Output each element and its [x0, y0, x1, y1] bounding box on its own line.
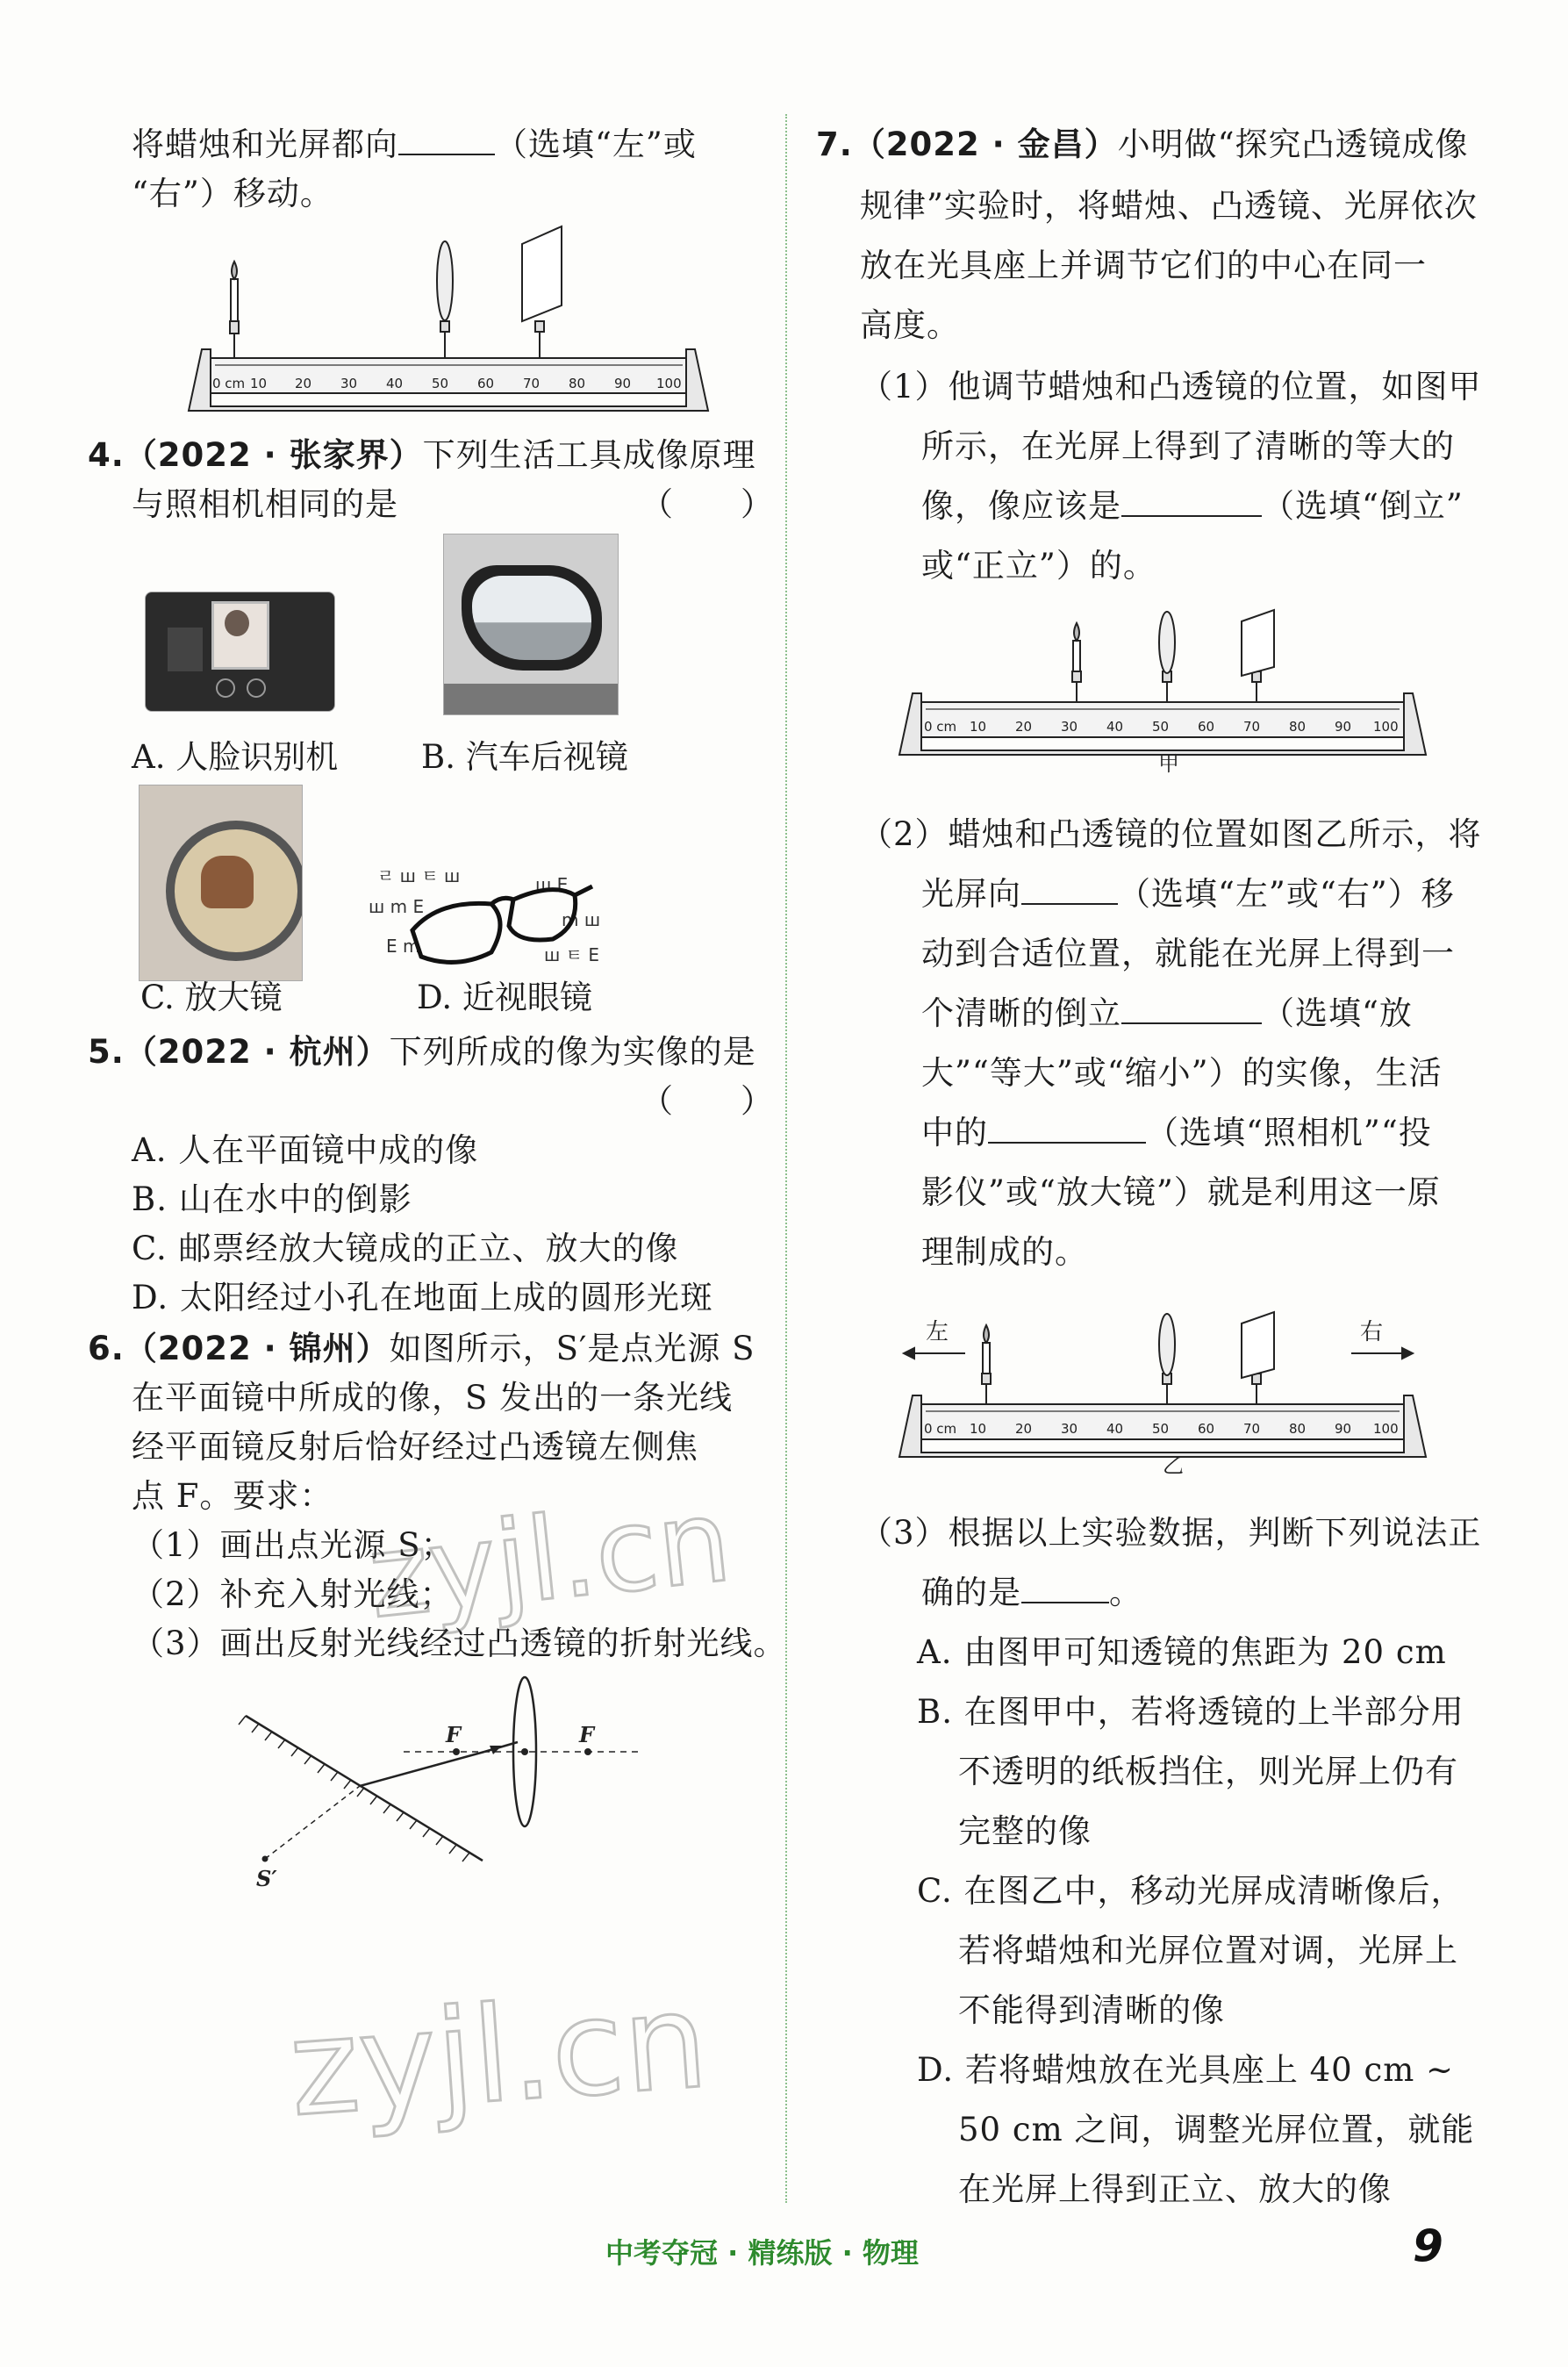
- tick-label: 30: [1061, 1421, 1078, 1437]
- svg-text:ш E: ш E: [535, 874, 569, 895]
- tick-label: 10: [250, 376, 268, 391]
- q6-stem-line4: 点 F。要求：: [132, 1477, 333, 1515]
- tick-label: 80: [1289, 1421, 1307, 1437]
- question-source: （2022 · 张家界）: [124, 436, 423, 474]
- question-number: 5.: [88, 1033, 125, 1071]
- tick-label: 90: [1335, 719, 1352, 735]
- mirror-lens-diagram: [228, 1672, 649, 1900]
- tick-label: 10: [970, 1421, 987, 1437]
- q7-p2-line3: 动到合适位置，就能在光屏上得到一: [921, 935, 1455, 972]
- page-number: 9: [1413, 2220, 1443, 2271]
- svg-text:ㄹ ш ㅌ ш: ㄹ ш ㅌ ш: [377, 865, 461, 886]
- q7-stem-line1: [816, 114, 1469, 175]
- tick-label: 20: [1015, 1421, 1033, 1437]
- tick-label: 60: [1198, 719, 1215, 735]
- q7-option-d-cont2: 在光屏上得到正立、放大的像: [958, 2170, 1392, 2208]
- myopia-glasses-figure: [360, 864, 641, 979]
- tick-label: 40: [1106, 1421, 1124, 1437]
- tick-label: 30: [1061, 719, 1078, 735]
- q5-option-c[interactable]: C. 邮票经放大镜成的正立、放大的像: [132, 1230, 679, 1267]
- q7-option-c[interactable]: C. 在图乙中，移动光屏成清晰像后，: [917, 1872, 1464, 1910]
- tick-label: 0 cm: [924, 1421, 957, 1437]
- q7-option-b[interactable]: B. 在图甲中，若将透镜的上半部分用: [917, 1693, 1464, 1731]
- direction-label-right: 右: [1360, 1319, 1384, 1345]
- q7-p2-line7: 影仪”或“放大镜”）就是利用这一原: [921, 1173, 1441, 1211]
- answer-blank[interactable]: [398, 127, 495, 155]
- question-number: 6.: [88, 1330, 125, 1367]
- question-number: 7.: [816, 126, 853, 163]
- tick-label: 30: [340, 376, 358, 391]
- tick-label: 0 cm: [924, 719, 957, 735]
- q4-stem-line2: 与照相机相同的是: [132, 485, 398, 523]
- watermark: zyjl.cn: [284, 1964, 712, 2147]
- tick-label: 0 cm: [212, 376, 246, 391]
- tick-label: 70: [1243, 1421, 1261, 1437]
- q7-option-d-cont1: 50 cm 之间，调整光屏位置，就能: [958, 2111, 1475, 2148]
- q7-p2-line2: [921, 864, 1455, 924]
- question-source: （2022 · 杭州）: [124, 1033, 390, 1071]
- q7-option-a[interactable]: A. 由图甲可知透镜的焦距为 20 cm: [917, 1633, 1447, 1671]
- column-divider: [785, 114, 787, 2203]
- tick-label: 100: [1373, 719, 1399, 735]
- q3-tail-line2: “右”）移动。: [132, 175, 333, 212]
- question-choice: （选填“倒立”: [1262, 487, 1464, 525]
- tick-label: 40: [386, 376, 404, 391]
- q4-option-c[interactable]: C. 放大镜: [140, 979, 283, 1016]
- figure-caption-jia: 甲: [1158, 751, 1179, 776]
- answer-blank[interactable]: [1121, 489, 1262, 517]
- magnifier-photo: [139, 785, 303, 981]
- figure-caption-yi: 乙: [1163, 1453, 1184, 1478]
- q7-p3-line1: （3）根据以上实验数据，判断下列说法正: [860, 1514, 1482, 1552]
- q3-tail-text: 将蜡烛和光屏都向: [132, 126, 398, 163]
- question-text: 下列生活工具成像原理: [422, 436, 756, 474]
- q5-option-a[interactable]: A. 人在平面镜中成的像: [132, 1131, 479, 1169]
- q7-p1-line1: （1）他调节蜡烛和凸透镜的位置，如图甲: [860, 368, 1482, 405]
- question-text: 确的是: [921, 1574, 1021, 1611]
- tick-label: 20: [1015, 719, 1033, 735]
- tick-label: 20: [295, 376, 312, 391]
- q6-req-1: （1）画出点光源 S；: [132, 1526, 455, 1564]
- question-punct: 。: [1109, 1574, 1142, 1611]
- answer-blank[interactable]: [1021, 1575, 1109, 1603]
- q6-stem-line3: 经平面镜反射后恰好经过凸透镜左侧焦: [132, 1428, 698, 1466]
- answer-paren[interactable]: （ ）: [641, 485, 774, 523]
- question-text: 光屏向: [921, 875, 1021, 913]
- tick-label: 80: [569, 376, 586, 391]
- tick-label: 50: [432, 376, 449, 391]
- q7-option-b-cont2: 完整的像: [958, 1812, 1092, 1850]
- question-text: 如图所示，S′是点光源 S: [389, 1330, 755, 1367]
- svg-text:ш m E: ш m E: [369, 896, 425, 917]
- question-text: 像，像应该是: [921, 487, 1121, 525]
- car-mirror-photo: [443, 534, 619, 715]
- answer-blank[interactable]: [988, 1115, 1146, 1144]
- q7-p2-line4: [921, 983, 1413, 1044]
- question-choice: （选填“放: [1262, 994, 1413, 1032]
- q7-option-d[interactable]: D. 若将蜡烛放在光具座上 40 cm ~: [917, 2051, 1455, 2089]
- question-number: 4.: [88, 436, 125, 474]
- tick-label: 90: [614, 376, 632, 391]
- face-recognition-photo: [145, 592, 335, 712]
- tick-label: 60: [1198, 1421, 1215, 1437]
- q7-p2-line6: [921, 1102, 1432, 1163]
- watermark: zyjl.cn: [362, 1473, 737, 1645]
- svg-text:ш ㅌ E: ш ㅌ E: [544, 944, 599, 965]
- q7-p1-line4: 或“正立”）的。: [921, 547, 1156, 585]
- q7-option-c-cont2: 不能得到清晰的像: [958, 1991, 1225, 2029]
- question-choice: （选填“照相机”“投: [1146, 1114, 1432, 1151]
- tick-label: 70: [523, 376, 541, 391]
- q7-p2-line8: 理制成的。: [921, 1233, 1088, 1271]
- tick-label: 80: [1289, 719, 1307, 735]
- q6-req-3: （3）画出反射光线经过凸透镜的折射光线。: [132, 1625, 787, 1662]
- optical-bench-figure-jia: [895, 606, 1439, 781]
- q5-option-b[interactable]: B. 山在水中的倒影: [132, 1180, 412, 1218]
- tick-label: 100: [656, 376, 682, 391]
- q7-p1-line2: 所示，在光屏上得到了清晰的等大的: [921, 427, 1455, 465]
- question-source: （2022 · 金昌）: [852, 126, 1118, 163]
- footer-book-title: 中考夺冠 · 精练版 · 物理: [605, 2236, 919, 2270]
- tick-label: 40: [1106, 719, 1124, 735]
- svg-text:m ш: m ш: [562, 909, 601, 930]
- q7-stem-line2: 规律”实验时，将蜡烛、凸透镜、光屏依次: [860, 187, 1478, 225]
- question-text: 下列所成的像为实像的是: [389, 1033, 756, 1071]
- q3-tail-choice: （选填“左”或: [495, 126, 697, 163]
- svg-text:E m: E m: [386, 936, 420, 957]
- q6-req-2: （2）补充入射光线；: [132, 1575, 454, 1613]
- q4-option-b[interactable]: B. 汽车后视镜: [421, 738, 628, 776]
- answer-paren[interactable]: （ ）: [641, 1082, 774, 1120]
- q7-p3-line2: [921, 1562, 1142, 1623]
- q7-option-b-cont1: 不透明的纸板挡住，则光屏上仍有: [958, 1753, 1458, 1790]
- image-point-label: S′: [256, 1866, 277, 1891]
- q4-option-d[interactable]: D. 近视眼镜: [417, 979, 592, 1016]
- answer-blank[interactable]: [1021, 877, 1118, 905]
- q7-stem-line3: 放在光具座上并调节它们的中心在同一: [860, 247, 1427, 284]
- q7-p2-line5: 大”“等大”或“缩小”）的实像，生活: [921, 1054, 1443, 1092]
- tick-label: 90: [1335, 1421, 1352, 1437]
- q4-option-a[interactable]: A. 人脸识别机: [132, 738, 339, 776]
- question-text: 小明做“探究凸透镜成像: [1117, 126, 1469, 163]
- direction-label-left: 左: [926, 1319, 949, 1345]
- question-text: 个清晰的倒立: [921, 994, 1121, 1032]
- q5-option-d[interactable]: D. 太阳经过小孔在地面上成的圆形光斑: [132, 1279, 713, 1316]
- question-text: 中的: [921, 1114, 988, 1151]
- answer-blank[interactable]: [1121, 996, 1262, 1024]
- q7-option-c-cont1: 若将蜡烛和光屏位置对调，光屏上: [958, 1932, 1458, 1969]
- q7-p1-line3: [921, 476, 1464, 536]
- optical-bench-figure-q3: [175, 218, 728, 420]
- tick-label: 60: [477, 376, 495, 391]
- tick-label: 100: [1373, 1421, 1399, 1437]
- tick-label: 50: [1152, 719, 1170, 735]
- tick-label: 50: [1152, 1421, 1170, 1437]
- focus-label-right: F: [579, 1722, 595, 1747]
- q7-stem-line4: 高度。: [860, 306, 960, 344]
- tick-label: 10: [970, 719, 987, 735]
- tick-label: 70: [1243, 719, 1261, 735]
- focus-label-left: F: [446, 1722, 462, 1747]
- optical-bench-figure-yi: [895, 1308, 1439, 1483]
- question-choice: （选填“左”或“右”）移: [1118, 875, 1455, 913]
- question-source: （2022 · 锦州）: [124, 1330, 390, 1367]
- q6-stem-line2: 在平面镜中所成的像，S 发出的一条光线: [132, 1379, 734, 1417]
- q7-p2-line1: （2）蜡烛和凸透镜的位置如图乙所示，将: [860, 815, 1482, 853]
